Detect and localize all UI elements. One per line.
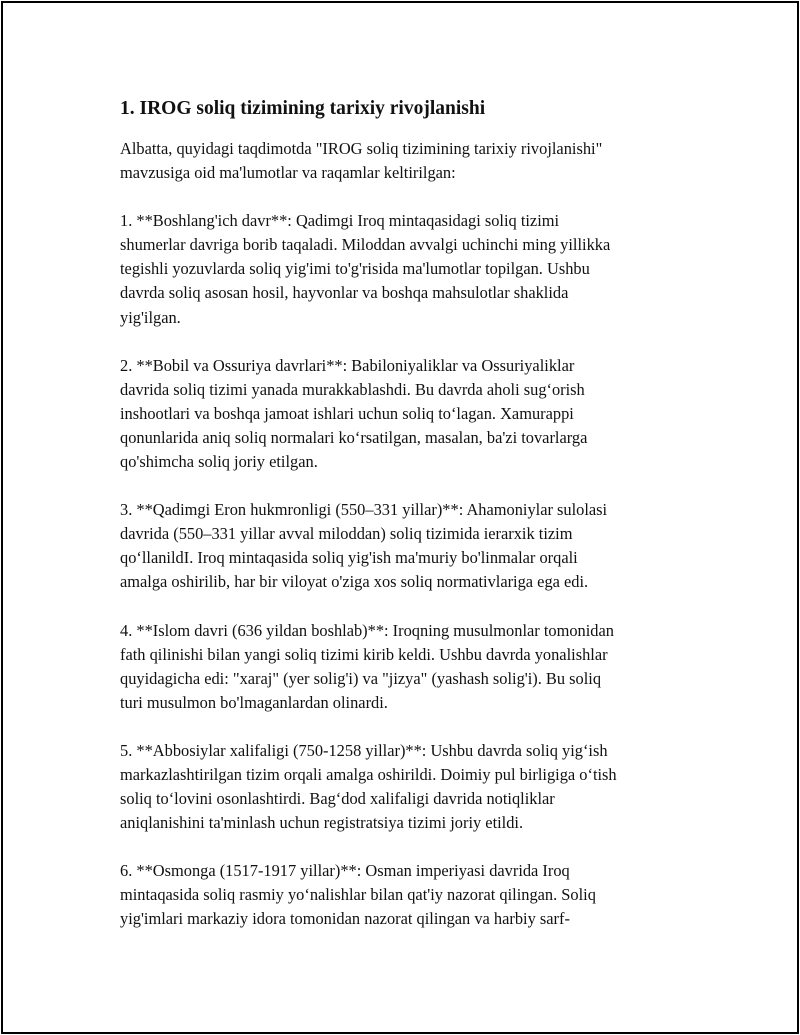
text-line: mavzusiga oid ma'lumotlar va raqamlar keltirilgan: [120, 163, 456, 183]
intro-paragraph [120, 137, 700, 185]
document-title: 1. IROG soliq tizimining tarixiy rivojlanishi [120, 98, 486, 119]
text-line: fath qilinishi bilan yangi soliq tizimi kirib keldi. Ushbu davrda yonalishlar [120, 644, 608, 664]
text-line: qo‘llanildI. Iroq mintaqasida soliq yig'ish ma'muriy bo'linmalar orqali [120, 548, 578, 568]
text-line: yig'ilgan. [120, 307, 181, 327]
text-line: quyidagicha edi: "xaraj" (yer solig'i) va "jizya" (yashash solig'i). Bu soliq [120, 668, 602, 688]
text-line: 2. **Bobil va Ossuriya davrlari**: Babiloniyaliklar va Ossuriyaliklar [120, 355, 575, 375]
text-line: soliq to‘lovini osonlashtirdi. Bag‘dod xalifaligi davrida notiqliklar [120, 789, 555, 809]
page-frame [1, 1, 799, 1034]
text-line: amalga oshirilib, har bir viloyat o'ziga xos soliq normativlariga ega edi. [120, 572, 589, 592]
text-line: 1. **Boshlang'ich davr**: Qadimgi Iroq mintaqasidagi soliq tizimi [120, 211, 560, 231]
section-2-paragraph [120, 354, 700, 474]
text-line: tegishli yozuvlarda soliq yig'imi to'g'risida ma'lumotlar topilgan. Ushbu [120, 259, 590, 279]
text-line: inshootlari va boshqa jamoat ishlari uchun soliq to‘lagan. Xamurappi [120, 403, 574, 423]
text-line: markazlashtirilgan tizim orqali amalga oshirildi. Doimiy pul birligiga o‘tish [120, 764, 617, 784]
text-line: mintaqasida soliq rasmiy yo‘nalishlar bilan qat'iy nazorat qilingan. Soliq [120, 885, 596, 905]
text-line: shumerlar davriga borib taqaladi. Miloddan avvalgi uchinchi ming yillikka [120, 235, 611, 255]
text-line: davrida (550–331 yillar avval miloddan) soliq tizimida ierarxik tizim [120, 524, 573, 544]
text-line: turi musulmon bo'lmaganlardan olinardi. [120, 692, 388, 712]
text-line: yig'imlari markaziy idora tomonidan nazorat qilingan va harbiy sarf- [120, 909, 570, 929]
text-line: 3. **Qadimgi Eron hukmronligi (550–331 yillar)**: Ahamoniylar sulolasi [120, 500, 608, 520]
text-line: qonunlarida aniq soliq normalari ko‘rsatilgan, masalan, ba'zi tovarlarga [120, 427, 588, 447]
section-5-paragraph [120, 739, 700, 835]
text-line: davrda soliq asosan hosil, hayvonlar va boshqa mahsulotlar shaklida [120, 283, 569, 303]
text-line: 6. **Osmonga (1517-1917 yillar)**: Osman imperiyasi davrida Iroq [120, 861, 570, 881]
text-line: qo'shimcha soliq joriy etilgan. [120, 452, 318, 472]
section-3-paragraph [120, 498, 700, 594]
text-line: 5. **Abbosiylar xalifaligi (750-1258 yillar)**: Ushbu davrda soliq yig‘ish [120, 740, 608, 760]
text-line: aniqlanishini ta'minlash uchun registratsiya tizimi joriy etildi. [120, 813, 524, 833]
text-line: davrida soliq tizimi yanada murakkablashdi. Bu davrda aholi sug‘orish [120, 379, 585, 399]
section-4-paragraph [120, 619, 700, 715]
text-line: Albatta, quyidagi taqdimotda "IROG soliq tizimining tarixiy rivojlanishi" [120, 139, 603, 158]
document-body [120, 97, 700, 956]
section-6-paragraph [120, 859, 700, 931]
section-1-paragraph [120, 209, 700, 329]
text-line: 4. **Islom davri (636 yildan boshlab)**: Iroqning musulmonlar tomonidan [120, 620, 614, 640]
